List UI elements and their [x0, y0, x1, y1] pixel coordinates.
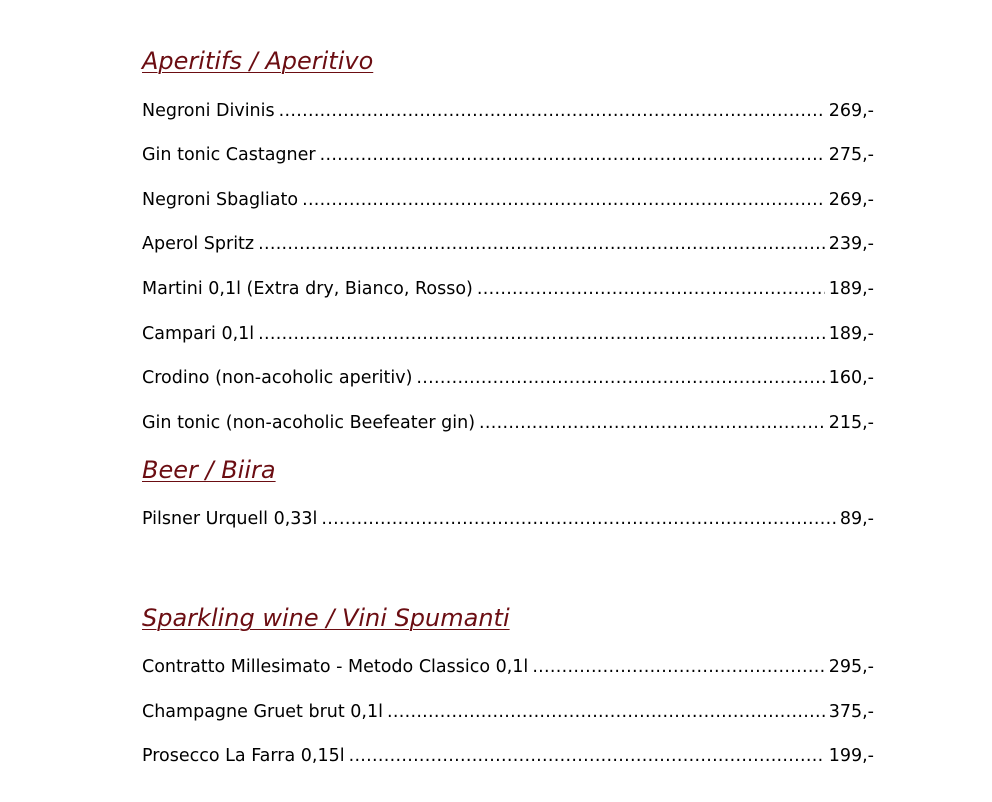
dot-leader	[320, 143, 825, 167]
section-heading-sparkling-wine: Sparkling wine / Vini Spumanti	[142, 604, 510, 632]
item-price: 269,-	[828, 101, 874, 121]
menu-item	[142, 277, 874, 301]
dot-leader	[532, 655, 824, 679]
item-price: 239,-	[828, 234, 874, 254]
dot-leader	[479, 411, 825, 435]
item-name: Pilsner Urquell 0,33l	[142, 509, 318, 529]
item-name: Gin tonic (non-acoholic Beefeater gin)	[142, 413, 476, 433]
menu-item	[142, 188, 874, 212]
dot-leader	[258, 322, 825, 346]
item-name: Contratto Millesimato - Metodo Classico 0,1l	[142, 657, 529, 677]
item-name: Crodino (non-acoholic aperitiv)	[142, 368, 413, 388]
menu-item	[142, 411, 874, 435]
item-name: Negroni Divinis	[142, 101, 275, 121]
menu-item	[142, 232, 874, 256]
dot-leader	[387, 700, 825, 724]
item-price: 189,-	[828, 324, 874, 344]
item-name: Gin tonic Castagner	[142, 145, 316, 165]
item-price: 199,-	[828, 746, 874, 766]
dot-leader	[258, 232, 825, 256]
section-heading-aperitifs: Aperitifs / Aperitivo	[142, 47, 374, 75]
item-name: Champagne Gruet brut 0,1l	[142, 702, 383, 722]
menu-item	[142, 143, 874, 167]
menu-item	[142, 99, 874, 123]
item-name: Negroni Sbagliato	[142, 190, 299, 210]
item-price: 295,-	[828, 657, 874, 677]
item-name: Prosecco La Farra 0,15l	[142, 746, 345, 766]
menu-item	[142, 744, 874, 768]
menu-item	[142, 507, 874, 531]
item-price: 189,-	[828, 279, 874, 299]
item-price: 215,-	[828, 413, 874, 433]
menu-item	[142, 655, 874, 679]
menu-item	[142, 322, 874, 346]
item-name: Aperol Spritz	[142, 234, 255, 254]
dot-leader	[477, 277, 825, 301]
menu-item	[142, 700, 874, 724]
section-heading-beer: Beer / Biira	[142, 456, 276, 484]
item-price: 375,-	[828, 702, 874, 722]
dot-leader	[416, 366, 824, 390]
dot-leader	[321, 507, 835, 531]
item-name: Martini 0,1l (Extra dry, Bianco, Rosso)	[142, 279, 473, 299]
item-price: 269,-	[828, 190, 874, 210]
item-price: 89,-	[839, 509, 874, 529]
dot-leader	[302, 188, 825, 212]
dot-leader	[349, 744, 825, 768]
menu-item	[142, 366, 874, 390]
item-price: 275,-	[828, 145, 874, 165]
item-name: Campari 0,1l	[142, 324, 255, 344]
dot-leader	[279, 99, 825, 123]
item-price: 160,-	[828, 368, 874, 388]
